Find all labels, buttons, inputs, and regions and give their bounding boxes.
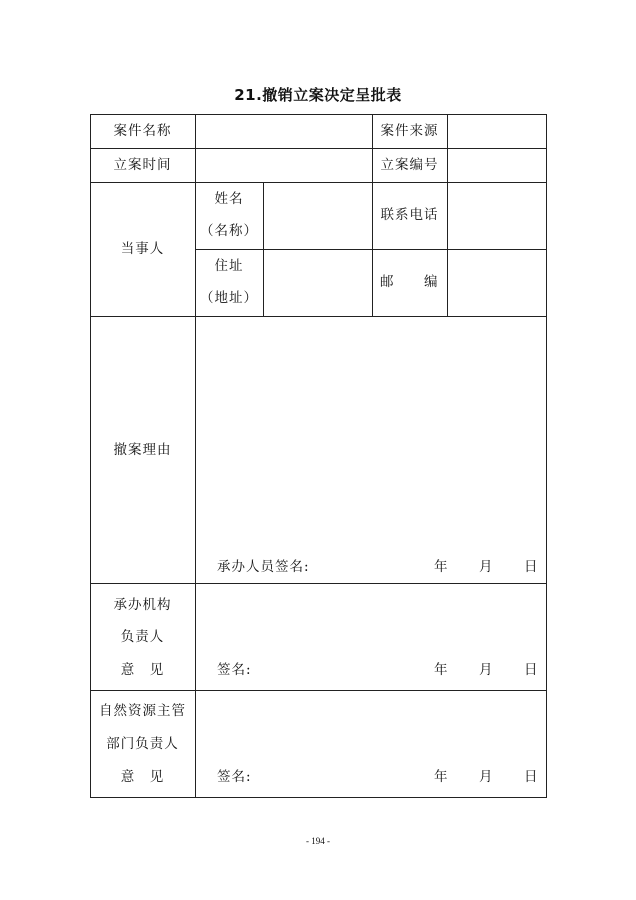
postcode-label-char2: 编 (424, 274, 439, 290)
row-divider (90, 316, 547, 317)
table-border-top (90, 114, 547, 115)
row-divider (90, 583, 547, 584)
column-divider (447, 114, 448, 317)
column-divider (195, 114, 196, 798)
month-label: 月 (479, 662, 494, 678)
party-label: 当事人 (120, 241, 165, 257)
page-title: 21.撤销立案决定呈批表 (234, 86, 402, 104)
authority-label-line2: 部门负责人 (106, 736, 179, 752)
address-label-paren: （地址） (200, 290, 258, 306)
table-border-right (546, 114, 547, 798)
dept-label-line3: 意 见 (120, 662, 165, 678)
year-label: 年 (434, 662, 449, 678)
day-label: 日 (524, 662, 539, 678)
year-label: 年 (434, 769, 449, 785)
column-divider (263, 182, 264, 317)
case-source-label: 案件来源 (380, 123, 439, 139)
month-label: 月 (479, 769, 494, 785)
row-divider (90, 148, 547, 149)
name-label: 姓名 (214, 191, 244, 207)
authority-label-line1: 自然资源主管 (99, 703, 186, 719)
day-label: 日 (524, 559, 539, 575)
authority-label-line3: 意 见 (120, 769, 165, 785)
row-divider (90, 690, 547, 691)
day-label: 日 (524, 769, 539, 785)
page-number: - 194 - (306, 836, 330, 846)
signature-label: 签名: (217, 662, 252, 678)
name-label-paren: （名称） (200, 223, 258, 239)
reason-label: 撤案理由 (113, 442, 172, 458)
postcode-label-char1: 邮 (380, 274, 395, 290)
case-name-label: 案件名称 (113, 123, 172, 139)
signature-label: 签名: (217, 769, 252, 785)
dept-label-line2: 负责人 (120, 629, 165, 645)
year-label: 年 (434, 559, 449, 575)
table-border-bottom (90, 797, 547, 798)
dept-label-line1: 承办机构 (113, 597, 172, 613)
phone-label: 联系电话 (380, 207, 439, 223)
row-divider (195, 249, 547, 250)
row-divider (90, 182, 547, 183)
filing-number-label: 立案编号 (380, 157, 439, 173)
handler-signature-label: 承办人员签名: (217, 559, 310, 575)
filing-time-label: 立案时间 (113, 157, 172, 173)
month-label: 月 (479, 559, 494, 575)
address-label: 住址 (214, 258, 244, 274)
